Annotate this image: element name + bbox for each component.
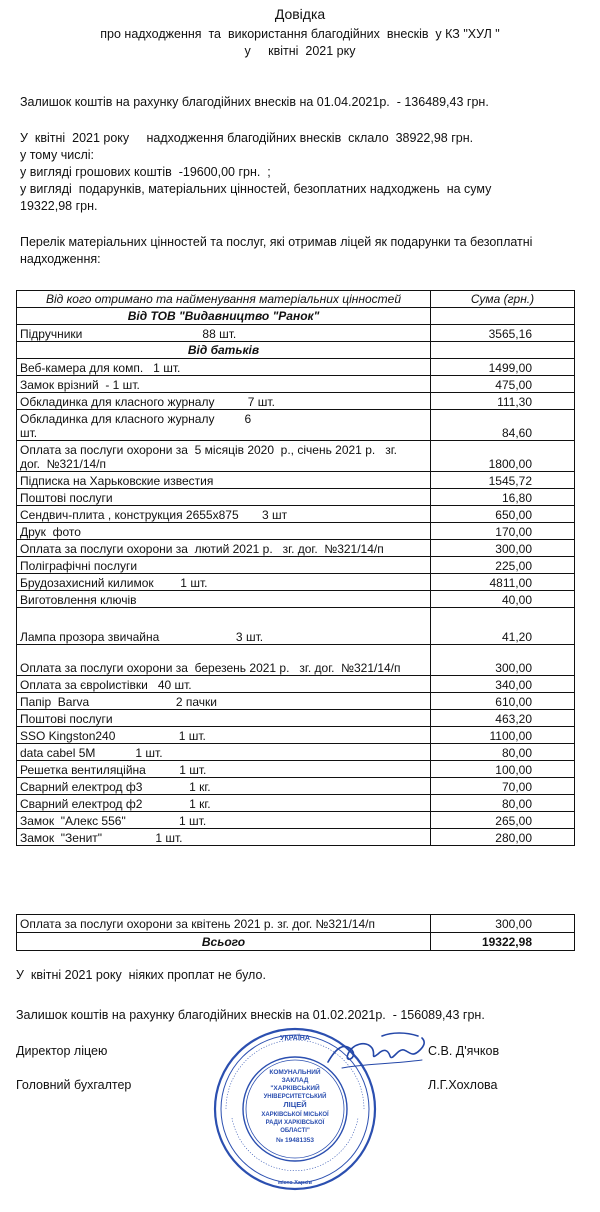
- table-row: [17, 359, 575, 376]
- table-row: [17, 574, 575, 591]
- row-value: 300,00: [431, 645, 575, 676]
- no-payments-note: У квітні 2021 року ніяких проплат не було.: [16, 968, 266, 982]
- row-label-text: Замок врізний - 1 шт.: [20, 378, 140, 392]
- row-label: [17, 676, 431, 693]
- row-label: [17, 557, 431, 574]
- table-row: [17, 645, 575, 676]
- group-sum-empty: [431, 342, 575, 359]
- row-value: 1545,72: [431, 472, 575, 489]
- row-label: [17, 325, 431, 342]
- svg-text:УНІВЕРСИТЕТСЬКИЙ: УНІВЕРСИТЕТСЬКИЙ: [263, 1094, 327, 1100]
- table-row: [17, 727, 575, 744]
- donations-table: [16, 290, 575, 846]
- row-label: Оплата за послуги охорони за квітень 2021 р. зг. дог. №321/14/п: [17, 915, 431, 933]
- row-label-text: Веб-камера для комп. 1 шт.: [20, 361, 181, 375]
- goods-line-1: у вигляді подарунків, матеріальних цінностей, безоплатних надходжень на суму: [20, 182, 492, 196]
- row-label-text: Папір Barva 2 пачки: [20, 695, 217, 709]
- svg-text:РАДИ ХАРКІВСЬКОЇ: РАДИ ХАРКІВСЬКОЇ: [265, 1120, 325, 1126]
- table-row: [17, 325, 575, 342]
- row-label-text: Сварний електрод ф2 1 кг.: [20, 797, 211, 811]
- row-value: 100,00: [431, 761, 575, 778]
- group-sum-empty: [431, 308, 575, 325]
- row-label: [17, 540, 431, 557]
- group-label-parents: Від батьків: [17, 342, 431, 359]
- row-value: 111,30: [431, 393, 575, 410]
- director-title: Директор ліцею: [16, 1044, 108, 1058]
- row-label: [17, 778, 431, 795]
- table-row: [17, 376, 575, 393]
- table-header-row: [17, 291, 575, 308]
- total-row: [17, 933, 575, 951]
- table-row: [17, 410, 575, 441]
- table-row: [17, 523, 575, 540]
- goods-line-2: 19322,98 грн.: [20, 199, 98, 213]
- row-label-text: Обкладинка для класного журналу 7 шт.: [20, 395, 275, 409]
- row-value: 80,00: [431, 744, 575, 761]
- table-row: [17, 693, 575, 710]
- row-value: 300,00: [431, 915, 575, 933]
- row-label-text: Оплата за послуги охорони за 5 місяців 2020 р., січень 2021 р. зг. дог. №321/14/п: [20, 443, 397, 471]
- svg-text:ХАРКІВСЬКОЇ МІСЬКОЇ: ХАРКІВСЬКОЇ МІСЬКОЇ: [261, 1112, 329, 1118]
- total-table: [16, 914, 575, 951]
- document-period: у квітні 2021 рку: [244, 44, 356, 58]
- table-row: [17, 472, 575, 489]
- cash-line: у вигляді грошових коштів -19600,00 грн. ;: [20, 165, 271, 179]
- row-label: [17, 393, 431, 410]
- row-value: 340,00: [431, 676, 575, 693]
- row-value: 80,00: [431, 795, 575, 812]
- row-label-text: Поштові послуги: [20, 712, 113, 726]
- row-label-text: Оплата за послуги охорони за березень 2021 р. зг. дог. №321/14/п: [20, 661, 401, 675]
- table-row: [17, 608, 575, 645]
- table-row: [17, 506, 575, 523]
- row-label-text: Підписка на Харьковские известия: [20, 474, 214, 488]
- row-label-text: Лампа прозора звичайна 3 шт.: [20, 630, 264, 644]
- table-row: [17, 744, 575, 761]
- table-row: [17, 393, 575, 410]
- row-value: 1100,00: [431, 727, 575, 744]
- svg-text:місто Харків: місто Харків: [278, 1180, 312, 1186]
- row-value: 1499,00: [431, 359, 575, 376]
- row-value: 16,80: [431, 489, 575, 506]
- table-row: [17, 540, 575, 557]
- document-title: Довідка: [274, 6, 326, 22]
- svg-text:ЗАКЛАД: ЗАКЛАД: [281, 1077, 309, 1084]
- row-label-text: Брудозахисний килимок 1 шт.: [20, 576, 208, 590]
- list-intro-2: надходження:: [20, 252, 101, 266]
- table-row-april-security: [17, 915, 575, 933]
- column-header-item: Від кого отримано та найменування матеріальних цінностей: [17, 291, 431, 308]
- row-label-text: Замок "Алекс 556" 1 шт.: [20, 814, 207, 828]
- row-label: [17, 574, 431, 591]
- row-label-text: data cabel 5M 1 шт.: [20, 746, 163, 760]
- row-label-text: Замок "Зенит" 1 шт.: [20, 831, 183, 845]
- row-value: 70,00: [431, 778, 575, 795]
- table-row: [17, 795, 575, 812]
- row-label: [17, 591, 431, 608]
- row-value: 225,00: [431, 557, 575, 574]
- row-label-text: Решетка вентиляційна 1 шт.: [20, 763, 207, 777]
- row-label: [17, 812, 431, 829]
- row-value: 40,00: [431, 591, 575, 608]
- group-row-publisher: [17, 308, 575, 325]
- row-label-text: Виготовлення ключів: [20, 593, 137, 607]
- closing-balance: Залишок коштів на рахунку благодійних внесків на 01.02.2021р. - 156089,43 грн.: [16, 1008, 485, 1022]
- table-row: [17, 829, 575, 846]
- table-row: [17, 676, 575, 693]
- row-label-text: Підручники 88 шт.: [20, 327, 237, 341]
- opening-balance: Залишок коштів на рахунку благодійних внесків на 01.04.2021р. - 136489,43 грн.: [20, 95, 489, 109]
- row-value: 170,00: [431, 523, 575, 540]
- table-row: [17, 761, 575, 778]
- table-row: [17, 557, 575, 574]
- receipts-line: У квітні 2021 року надходження благодійних внесків склало 38922,98 грн.: [20, 131, 474, 145]
- table-row: [17, 441, 575, 472]
- row-label-text: Поліграфічні послуги: [20, 559, 138, 573]
- row-label: [17, 761, 431, 778]
- row-label: [17, 727, 431, 744]
- column-header-sum: Сума (грн.): [431, 291, 575, 308]
- row-label-text: Поштові послуги: [20, 491, 113, 505]
- row-value: 280,00: [431, 829, 575, 846]
- director-signature: [322, 1028, 432, 1078]
- row-label-text: Оплата за послуги охорони за лютий 2021 р. зг. дог. №321/14/п: [20, 542, 384, 556]
- row-label-text: Оплата за єврolистівки 40 шт.: [20, 678, 192, 692]
- row-label: [17, 376, 431, 393]
- row-label: [17, 795, 431, 812]
- row-label-text: Друк фото: [20, 525, 81, 539]
- row-label: [17, 693, 431, 710]
- table-row: [17, 710, 575, 727]
- table-row: [17, 812, 575, 829]
- total-label: Всього: [17, 933, 431, 951]
- row-label: [17, 645, 431, 676]
- row-label: [17, 472, 431, 489]
- row-label: [17, 506, 431, 523]
- row-label-text: Обкладинка для класного журналу 6 шт.: [20, 412, 252, 440]
- table-row: [17, 489, 575, 506]
- row-label: [17, 608, 431, 645]
- including-line: у тому числі:: [20, 148, 95, 162]
- total-value: 19322,98: [431, 933, 575, 951]
- svg-text:ЛІЦЕЙ: ЛІЦЕЙ: [283, 1100, 307, 1109]
- director-name: С.В. Д'ячков: [428, 1044, 500, 1058]
- row-label: [17, 489, 431, 506]
- row-label: [17, 410, 431, 441]
- row-label-text: SSO Kingston240 1 шт.: [20, 729, 206, 743]
- row-value: 4811,00: [431, 574, 575, 591]
- row-value: 84,60: [431, 410, 575, 441]
- row-label: [17, 441, 431, 472]
- row-value: 265,00: [431, 812, 575, 829]
- row-label: [17, 710, 431, 727]
- row-label: [17, 523, 431, 540]
- row-label-text: Сварний електрод ф3 1 кг.: [20, 780, 211, 794]
- document-subtitle: про надходження та використання благодійних внесків у КЗ "ХУЛ ": [100, 27, 500, 41]
- row-label-text: Сендвич-плита , конструкция 2655х875 3 шт: [20, 508, 288, 522]
- row-value: 3565,16: [431, 325, 575, 342]
- group-label-publisher: Від ТОВ "Видавництво "Ранок": [17, 308, 431, 325]
- svg-text:№ 19481353: № 19481353: [276, 1137, 314, 1144]
- svg-text:УКРАЇНА: УКРАЇНА: [280, 1035, 310, 1042]
- row-label: [17, 829, 431, 846]
- svg-text:КОМУНАЛЬНИЙ: КОМУНАЛЬНИЙ: [269, 1069, 321, 1076]
- row-value: 463,20: [431, 710, 575, 727]
- group-row-parents: [17, 342, 575, 359]
- row-value: 650,00: [431, 506, 575, 523]
- row-label: [17, 744, 431, 761]
- row-value: 41,20: [431, 608, 575, 645]
- accountant-title: Головний бухгалтер: [16, 1078, 132, 1092]
- table-row: [17, 778, 575, 795]
- row-value: 610,00: [431, 693, 575, 710]
- row-value: 475,00: [431, 376, 575, 393]
- row-label: [17, 359, 431, 376]
- row-value: 300,00: [431, 540, 575, 557]
- table-row: [17, 591, 575, 608]
- svg-text:ОБЛАСТІ": ОБЛАСТІ": [280, 1128, 310, 1134]
- row-value: 1800,00: [431, 441, 575, 472]
- list-intro-1: Перелік матеріальних цінностей та послуг, які отримав ліцей як подарунки та безоплатні: [20, 235, 533, 249]
- svg-text:"ХАРКІВСЬКИЙ: "ХАРКІВСЬКИЙ: [270, 1085, 320, 1092]
- accountant-name: Л.Г.Хохлова: [428, 1078, 498, 1092]
